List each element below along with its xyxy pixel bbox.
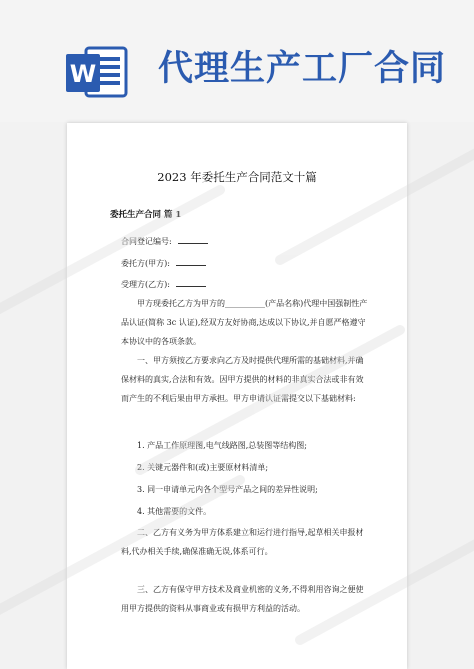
principal-blank	[176, 256, 206, 266]
principal-row	[121, 256, 206, 269]
clause-3-paragraph: 三、乙方有保守甲方技术及商业机密的义务,不得利用咨询之便使用甲方提供的资料从事商业或有损甲方利益的活动。	[121, 585, 364, 613]
agent-row	[121, 277, 206, 290]
document-page	[67, 123, 407, 669]
list-item: 3. 同一申请单元内各个型号产品之间的差异性说明;	[137, 485, 318, 494]
contract-no-blank	[178, 234, 208, 244]
clause-2-paragraph: 二、乙方有义务为甲方体系建立和运行进行指导,起草相关申报材料,代办相关手续,确保准确无误,体系可行。	[121, 528, 364, 556]
banner-title: 代理生产工厂合同	[158, 49, 447, 89]
list-item: 2. 关键元器件和(或)主要原材料清单;	[137, 463, 269, 472]
contract-no-label: 合同登记编号:	[121, 237, 172, 246]
list-item: 1. 产品工作原理图,电气线路图,总装图等结构图;	[137, 441, 307, 450]
intro-paragraph: 甲方现委托乙方为甲方的__________(产品名称)代理中国强制性产品认证(简称 3c 认证),经双方友好协商,达成以下协议,并自愿严格遵守本协议中的各项条款。	[121, 299, 368, 346]
agent-label: 受理方(乙方):	[121, 280, 170, 289]
contract-no-row	[121, 234, 208, 247]
agent-blank	[176, 277, 206, 287]
principal-label: 委托方(甲方):	[121, 259, 170, 268]
logo-letter: W	[69, 60, 97, 88]
list-item: 4. 其他需要的文件。	[137, 507, 212, 516]
word-document-icon	[66, 44, 128, 100]
document-title: 2023 年委托生产合同范文十篇	[157, 170, 317, 184]
section-heading: 委托生产合同 篇 1	[110, 210, 182, 220]
header-banner	[0, 0, 474, 122]
clause-1-paragraph: 一、甲方须按乙方要求向乙方及时提供代理所需的基础材料,并确保材料的真实,合法和有效。因甲方提供的材料的非真实合法或非有效而产生的不利后果由甲方承担。甲方申请认证需提交以下基础材料:	[121, 356, 364, 403]
